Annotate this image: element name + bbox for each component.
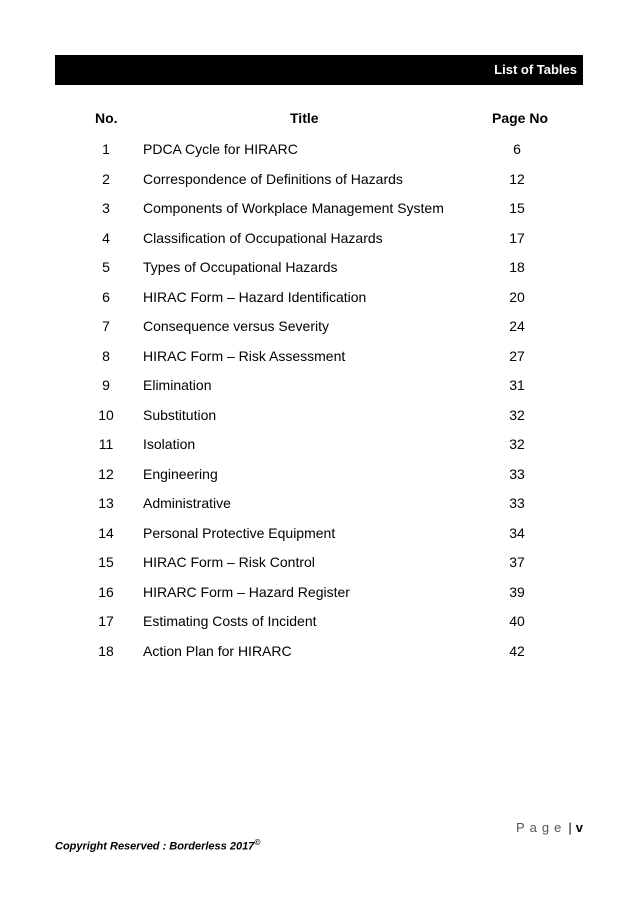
row-page-number: 42 [509,642,525,659]
table-row [0,551,638,581]
row-number: 16 [98,583,114,600]
row-title: HIRAC Form – Risk Control [143,554,315,570]
row-page-number: 18 [509,259,525,275]
table-row [0,138,638,168]
row-title: Elimination [143,377,212,393]
table-row [0,492,638,522]
row-page-number: 17 [509,229,525,246]
row-page-number: 6 [513,141,521,157]
row-title: Administrative [143,495,231,511]
row-number: 12 [98,465,114,482]
row-number: 7 [102,318,110,334]
row-number: 8 [102,347,110,364]
row-number: 1 [102,141,110,157]
table-row [0,315,638,345]
table-row [0,374,638,404]
row-title: PDCA Cycle for HIRARC [143,141,298,157]
row-title: HIRAC Form – Risk Assessment [143,347,346,364]
table-row [0,463,638,493]
column-header-title: Title [290,110,319,126]
table-row [0,227,638,257]
row-title: Correspondence of Definitions of Hazards [143,170,403,187]
row-number: 15 [98,554,114,570]
table-row [0,404,638,434]
row-number: 11 [98,436,114,452]
row-number: 9 [102,377,110,393]
copyright-symbol: © [254,838,261,847]
row-page-number: 32 [509,406,525,423]
row-page-number: 24 [509,318,525,334]
table-row [0,345,638,375]
row-page-number: 33 [509,495,525,511]
row-title: Action Plan for HIRARC [143,642,292,659]
row-page-number: 33 [509,465,525,482]
row-number: 18 [98,642,114,659]
row-title: Engineering [143,465,218,482]
page-separator: | [568,820,572,835]
table-row [0,168,638,198]
table-row [0,522,638,552]
row-number: 2 [102,170,110,187]
row-title: Types of Occupational Hazards [143,259,338,275]
row-page-number: 31 [509,377,525,393]
row-title: Estimating Costs of Incident [143,613,317,629]
copyright-text: Copyright Reserved : Borderless 2017 [55,840,255,853]
column-header-page: Page No [492,110,549,126]
row-page-number: 15 [509,200,525,216]
table-body [0,138,638,669]
row-page-number: 32 [509,436,525,452]
row-title: Substitution [143,406,217,423]
row-page-number: 12 [509,170,525,187]
row-page-number: 27 [509,347,525,364]
row-page-number: 34 [509,524,525,541]
row-title: HIRAC Form – Hazard Identification [143,288,367,305]
row-title: Classification of Occupational Hazards [143,229,383,246]
row-title: Components of Workplace Management System [143,200,444,216]
table-row [0,433,638,463]
page-title: List of Tables [494,62,577,77]
page-number: v [575,820,583,835]
copyright-notice [55,838,260,853]
column-header-no: No. [95,110,118,126]
row-page-number: 39 [509,583,525,600]
row-title: Consequence versus Severity [143,318,329,334]
table-row [0,256,638,286]
row-number: 14 [98,524,114,541]
row-number: 13 [98,495,114,511]
page-footer [516,820,583,835]
row-page-number: 20 [509,288,525,305]
row-page-number: 37 [509,554,525,570]
row-title: Isolation [143,436,196,452]
table-row [0,581,638,611]
row-title: HIRARC Form – Hazard Register [143,583,350,600]
row-number: 10 [98,406,114,423]
table-row [0,286,638,316]
row-title: Personal Protective Equipment [143,524,336,541]
header-bar [55,55,583,85]
row-number: 3 [102,200,110,216]
table-row [0,610,638,640]
row-number: 6 [102,288,110,305]
table-row [0,197,638,227]
row-page-number: 40 [509,613,525,629]
row-number: 4 [102,229,110,246]
row-number: 5 [102,259,110,275]
row-number: 17 [98,613,114,629]
page-word: Page [516,820,567,835]
table-row [0,640,638,670]
